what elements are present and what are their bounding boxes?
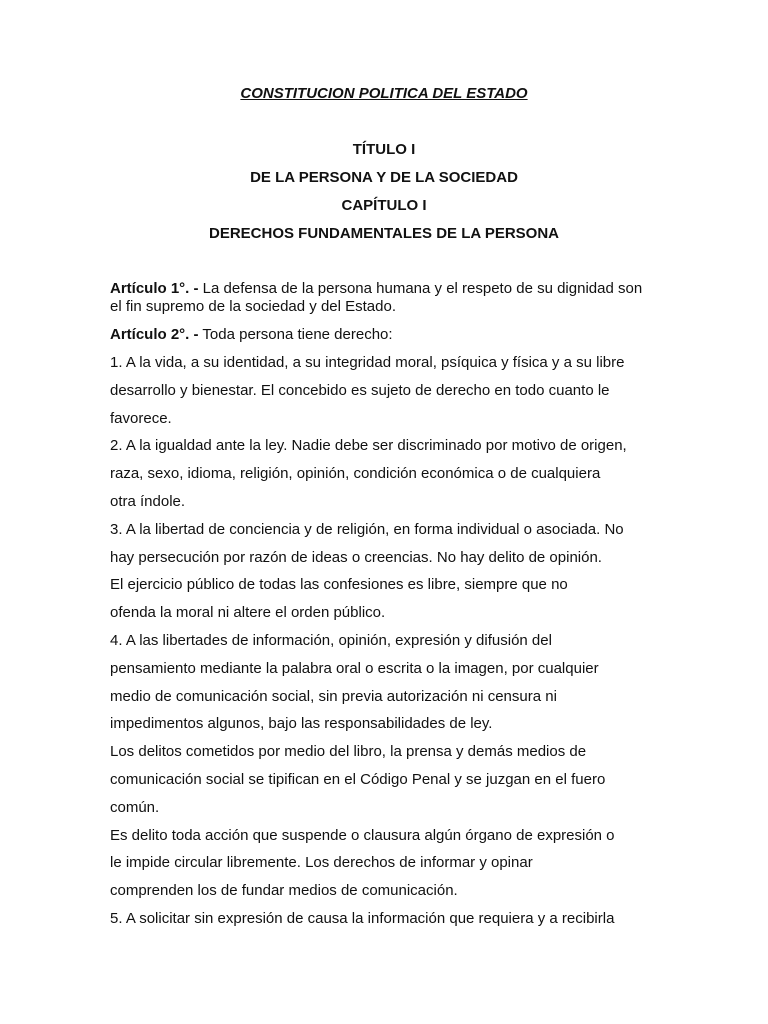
text-line: raza, sexo, idioma, religión, opinión, condición económica o de cualquiera [110,465,601,483]
article-2-text: Toda persona tiene derecho: [198,326,393,343]
chapter-subheading: DERECHOS FUNDAMENTALES DE LA PERSONA [208,225,560,242]
article-1-label: Artículo 1°. - [110,280,199,297]
text-line: medio de comunicación social, sin previa autorización ni censura ni [110,687,557,705]
article-1-text: La defensa de la persona humana y el respeto de su dignidad son [198,280,643,297]
text-line: común. [110,798,160,816]
article-1-line-2: el fin supremo de la sociedad y del Estado. [110,298,397,315]
text-line: comunicación social se tipifican en el Código Penal y se juzgan en el fuero [110,770,606,788]
text-line: 5. A solicitar sin expresión de causa la información que requiera y a recibirla [110,909,615,927]
text-line: 3. A la libertad de conciencia y de religión, en forma individual o asociada. No [110,520,624,538]
document-title: CONSTITUCION POLITICA DEL ESTADO [240,85,528,102]
text-line: hay persecución por razón de ideas o creencias. No hay delito de opinión. [110,548,602,566]
article-1-line-1 [110,280,670,298]
text-line: 1. A la vida, a su identidad, a su integridad moral, psíquica y física y a su libre [110,354,625,371]
text-line: 2. A la igualdad ante la ley. Nadie debe ser discriminado por motivo de origen, [110,437,627,455]
document-body [110,280,670,938]
title-heading: TÍTULO I [352,141,416,158]
text-line: ofenda la moral ni altere el orden público. [110,604,386,622]
text-line: impedimentos algunos, bajo las responsabilidades de ley. [110,715,493,733]
text-line: comprenden los de fundar medios de comunicación. [110,882,458,900]
text-line: 4. A las libertades de información, opinión, expresión y difusión del [110,631,552,649]
text-line: Los delitos cometidos por medio del libro, la prensa y demás medios de [110,743,587,761]
text-line: le impide circular libremente. Los derechos de informar y opinar [110,854,533,872]
text-line: otra índole. [110,492,186,510]
article-2-label: Artículo 2°. - [110,326,199,343]
text-line: desarrollo y bienestar. El concebido es sujeto de derecho en todo cuanto le [110,381,610,399]
text-line: favorece. [110,409,172,427]
text-line: Es delito toda acción que suspende o clausura algún órgano de expresión o [110,826,615,844]
chapter-heading: CAPÍTULO I [341,197,427,214]
title-subheading: DE LA PERSONA Y DE LA SOCIEDAD [250,169,518,186]
text-line: El ejercicio público de todas las confesiones es libre, siempre que no [110,576,568,594]
article-2-line [110,326,670,354]
section-headings [0,141,768,253]
text-line: pensamiento mediante la palabra oral o escrita o la imagen, por cualquier [110,659,599,677]
